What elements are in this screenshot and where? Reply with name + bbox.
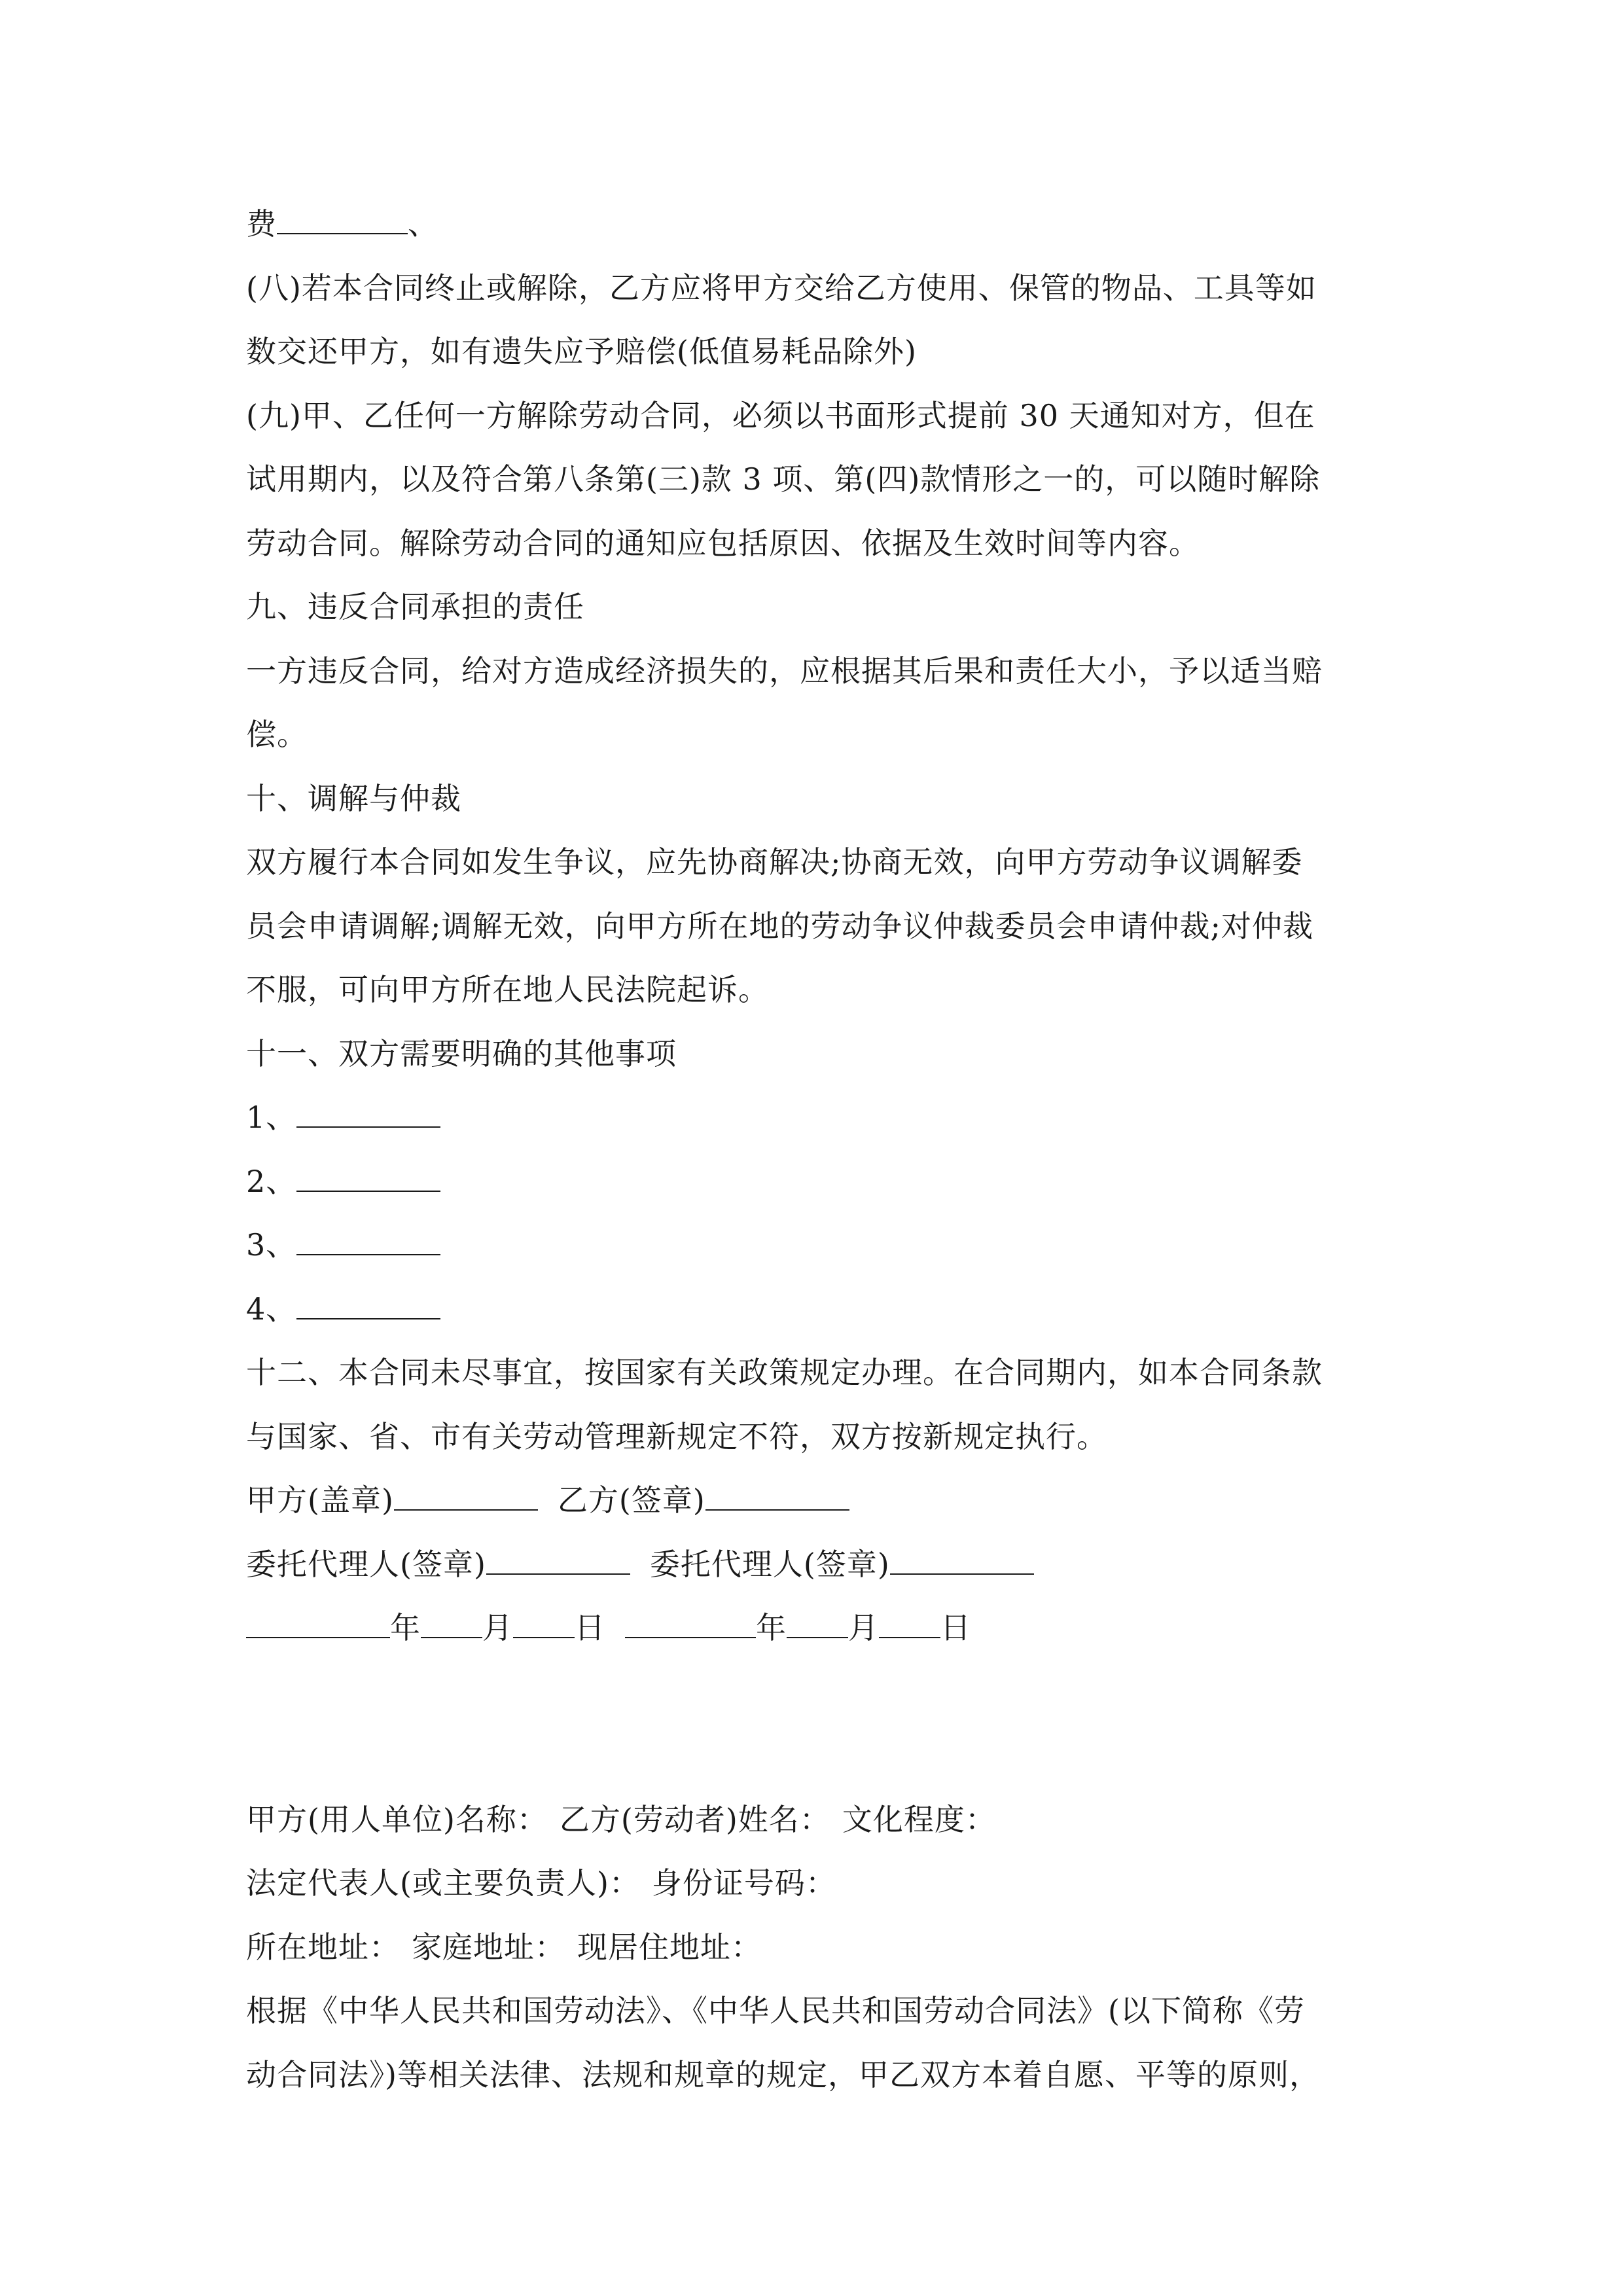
clause-9-line-3: 劳动合同。解除劳动合同的通知应包括原因、依据及生效时间等内容。 bbox=[246, 525, 1200, 561]
fee-blank bbox=[277, 213, 408, 234]
basis-line-1: 根据《中华人民共和国劳动法》、《中华人民共和国劳动合同法》(以下简称《劳 bbox=[246, 1993, 1305, 2028]
contract-text bbox=[246, 192, 1388, 2107]
item-3-blank bbox=[296, 1234, 440, 1255]
list-item: 1、 bbox=[246, 1086, 1388, 1150]
new-contract-rep-line: 法定代表人(或主要负责人)： 身份证号码： bbox=[246, 1865, 836, 1901]
party-b-sign-blank bbox=[705, 1490, 849, 1511]
clause-9-line-2: 试用期内，以及符合第八条第(三)款 3 项、第(四)款情形之一的，可以随时解除 bbox=[246, 461, 1321, 497]
date-b-year-blank bbox=[625, 1617, 756, 1638]
party-a-seal-blank bbox=[394, 1490, 538, 1511]
agent-b-sign-blank bbox=[890, 1554, 1034, 1575]
date-a-year-blank bbox=[246, 1617, 390, 1638]
new-contract-parties-line: 甲方(用人单位)名称： 乙方(劳动者)姓名： 文化程度： bbox=[246, 1801, 996, 1837]
list-item: 2、 bbox=[246, 1150, 1388, 1214]
date-a-day-blank bbox=[513, 1617, 575, 1638]
fee-line: 费 、 bbox=[246, 206, 438, 242]
date-a-month-blank bbox=[421, 1617, 482, 1638]
section-10-line-1: 双方履行本合同如发生争议，应先协商解决;协商无效，向甲方劳动争议调解委 bbox=[246, 844, 1303, 880]
section-10-heading: 十、调解与仲裁 bbox=[246, 780, 461, 816]
list-item: 3、 bbox=[246, 1213, 1388, 1278]
section-11-heading: 十一、双方需要明确的其他事项 bbox=[246, 1035, 677, 1071]
clause-8-line-2: 数交还甲方，如有遗失应予赔偿(低值易耗品除外) bbox=[246, 334, 917, 369]
date-b-month-blank bbox=[787, 1617, 848, 1638]
date-b-day-blank bbox=[879, 1617, 940, 1638]
section-10-line-3: 不服，可向甲方所在地人民法院起诉。 bbox=[246, 972, 769, 1007]
date-line: 年 月 日 年 月 日 bbox=[246, 1596, 1388, 1660]
section-9-heading: 九、违反合同承担的责任 bbox=[246, 589, 584, 624]
item-4-blank bbox=[296, 1299, 440, 1319]
clause-8-line-1: (八)若本合同终止或解除，乙方应将甲方交给乙方使用、保管的物品、工具等如 bbox=[246, 270, 1317, 306]
section-9-line-1: 一方违反合同，给对方造成经济损失的，应根据其后果和责任大小，予以适当赔 bbox=[246, 653, 1323, 689]
basis-line-2: 动合同法》)等相关法律、法规和规章的规定，甲乙双方本着自愿、平等的原则， bbox=[246, 2056, 1320, 2092]
item-1-blank bbox=[296, 1107, 440, 1128]
new-contract-address-line: 所在地址： 家庭地址： 现居住地址： bbox=[246, 1929, 762, 1965]
section-12-line-2: 与国家、省、市有关劳动管理新规定不符，双方按新规定执行。 bbox=[246, 1418, 1107, 1454]
section-10-line-2: 员会申请调解;调解无效，向甲方所在地的劳动争议仲裁委员会申请仲裁;对仲裁 bbox=[246, 908, 1313, 944]
section-9-line-2: 偿。 bbox=[246, 717, 308, 752]
agent-a-sign-blank bbox=[486, 1554, 630, 1575]
section-12-line-1: 十二、本合同未尽事宜，按国家有关政策规定办理。在合同期内，如本合同条款 bbox=[246, 1355, 1323, 1390]
signature-line-parties: 甲方(盖章) 乙方(签章) bbox=[246, 1469, 1388, 1533]
item-2-blank bbox=[296, 1171, 440, 1192]
signature-line-agents: 委托代理人(签章) 委托代理人(签章) bbox=[246, 1533, 1388, 1597]
list-item: 4、 bbox=[246, 1278, 1388, 1342]
clause-9-line-1: (九)甲、乙任何一方解除劳动合同，必须以书面形式提前 30 天通知对方，但在 bbox=[246, 397, 1315, 433]
